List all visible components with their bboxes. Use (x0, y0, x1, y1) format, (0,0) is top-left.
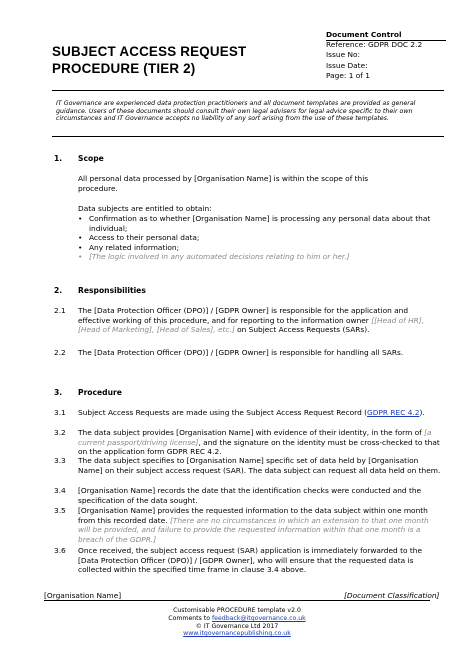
footer-classification: [Document Classification] (344, 591, 440, 600)
scope-title: Scope (78, 154, 104, 163)
item-text: [Organisation Name] provides the requested information to the data subject within one month from this recorded date. [There are no circumstances in which an extension to that one month will be provided, and failure to provide the requested information within that one month is a breach of the GDPR.] (78, 506, 429, 544)
item-text: Subject Access Requests are made using the Subject Access Request Record (GDPR REC 4.2). (78, 408, 425, 417)
footer-info (0, 607, 474, 638)
document-control-box (326, 30, 446, 81)
item-text: Once received, the subject access request (SAR) application is immediately forwarded to the [Data Protection Officer (DPO)] / [GDPR Owner], who will ensure that the requested data is collected within the specified time frame in clause 3.4 above. (78, 546, 422, 575)
item-number: 2.2 (54, 348, 66, 357)
item-number: 3.3 (54, 456, 66, 465)
footer-copyright: © IT Governance Ltd 2017 (195, 622, 279, 630)
item-number: 3.6 (54, 546, 66, 555)
item-number: 3.2 (54, 428, 66, 437)
title-line-1: SUBJECT ACCESS REQUEST (52, 44, 247, 59)
scope-number: 1. (54, 154, 63, 163)
footer-website-link[interactable]: www.itgovernancepublishing.co.uk (183, 630, 291, 638)
item-number: 3.5 (54, 506, 66, 515)
control-reference: Reference: GDPR DOC 2.2 (326, 40, 423, 50)
item-text: The data subject specifies to [Organisation Name] specific set of data held by [Organisation Name] on their subject access request (SAR). The data subject can request all data held on them. (78, 456, 441, 475)
footer-comments: Comments to feedback@itgovernance.co.uk (168, 614, 306, 622)
disclaimer-text: IT Governance are experienced data protection practitioners and all document templates are provided as general guidance. Users of these documents should consult their own legal advisers for legal advice specific to their own circumstances and IT Governance accepts no liability of any sort arising from the use of these templates. (56, 100, 416, 123)
item-number: 2.1 (54, 306, 66, 315)
item-text: [Organisation Name] records the date that the identification checks were conducted and the specification of the data sought. (78, 486, 422, 505)
gdpr-rec-link[interactable]: GDPR REC 4.2 (367, 408, 420, 417)
item-number: 3.1 (54, 408, 66, 417)
header-divider-bottom (52, 136, 444, 137)
footer-divider (44, 600, 430, 601)
procedure-number: 3. (54, 388, 63, 397)
feedback-email-link[interactable]: feedback@itgovernance.co.uk (211, 614, 306, 622)
scope-bullet-4: • [The logic involved in any automated decisions relating to him or her.] (78, 252, 438, 262)
grey-placeholder: [[Head of HR], [Head of Marketing], [Head of Sales], etc.] (78, 315, 425, 335)
grey-placeholder: [a current passport/driving license] (78, 428, 432, 447)
control-issue-no: Issue No: (326, 50, 361, 60)
grey-placeholder: [There are no circumstances in which an extension to that one month will be provided, and failure to provide the requested information within that one month is a breach of the GDPR.] (78, 515, 429, 544)
control-issue-date: Issue Date: (326, 60, 368, 70)
footer-template-version: Customisable PROCEDURE template v2.0 (173, 607, 301, 614)
scope-bullet-1: • Confirmation as to whether [Organisation Name] is processing any personal data about that individual; (78, 214, 438, 233)
responsibilities-number: 2. (54, 286, 63, 295)
scope-bullet-list (78, 214, 438, 262)
scope-entitled: Data subjects are entitled to obtain: (78, 204, 212, 213)
item-text: The data subject provides [Organisation Name] with evidence of their identity, in the form of [a current passport/driving license], and the signature on the identity must be cross-checked to that on the application form GDPR REC 4.2. (78, 428, 440, 457)
item-text: The [Data Protection Officer (DPO)] / [GDPR Owner] is responsible for handling all SARs. (78, 348, 404, 357)
control-divider (326, 40, 446, 41)
header-divider-top (52, 90, 444, 91)
scope-intro: All personal data processed by [Organisation Name] is within the scope of this procedure. (78, 174, 369, 193)
footer-organisation: [Organisation Name] (44, 591, 122, 600)
item-number: 3.4 (54, 486, 66, 495)
document-control-heading: Document Control (326, 30, 402, 39)
scope-bullet-2: • Access to their personal data; (78, 233, 438, 243)
procedure-title: Procedure (78, 388, 122, 397)
responsibilities-title: Responsibilities (78, 286, 146, 295)
control-page: Page: 1 of 1 (326, 70, 370, 80)
item-text: The [Data Protection Officer (DPO)] / [GDPR Owner] is responsible for the application and effective working of this procedure, and for reporting to the information owner [[Head of HR], [Head of Marketing], [Head of Sales], etc.] on Subject Access Requests (SARs). (78, 306, 425, 335)
title-line-2: PROCEDURE (TIER 2) (52, 61, 196, 76)
document-title (52, 43, 314, 77)
scope-bullet-3: • Any related information; (78, 243, 438, 253)
